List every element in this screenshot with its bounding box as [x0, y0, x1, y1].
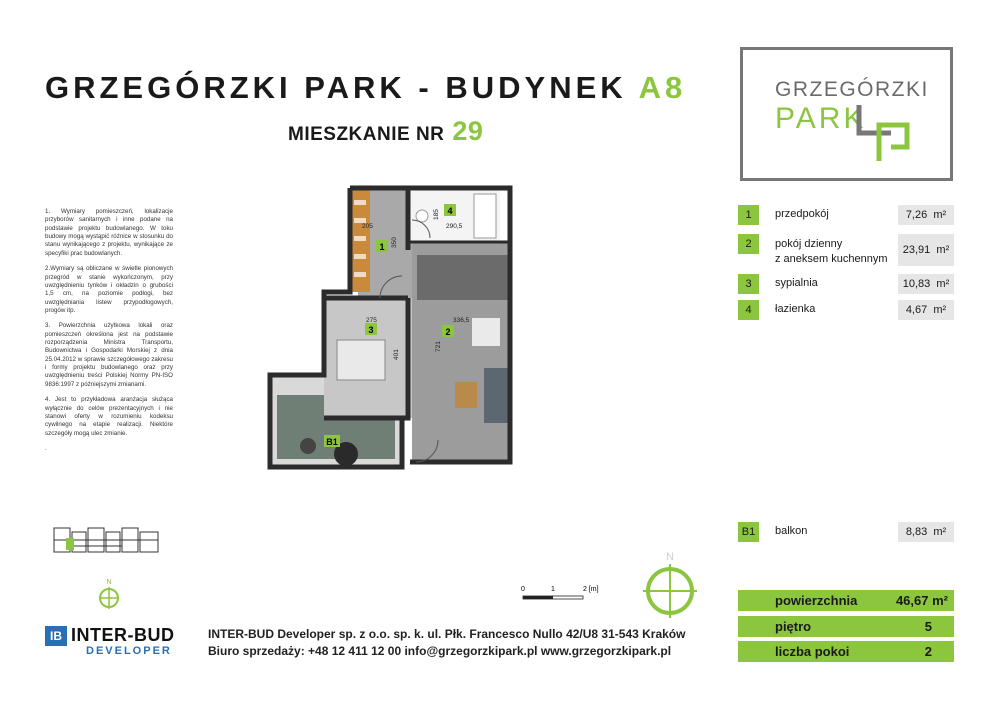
developer-sub: DEVELOPER	[86, 645, 172, 657]
logo-line2: PARK	[775, 102, 867, 135]
room-row-3	[738, 274, 954, 294]
room-no: 2	[738, 234, 759, 254]
summary-rooms	[738, 641, 954, 662]
floor-value: 5	[924, 619, 932, 634]
logo-mark-icon	[855, 103, 915, 165]
area-value: 46,67 m²	[895, 593, 948, 608]
footer-address: INTER-BUD Developer sp. z o.o. sp. k. ul. Płk. Francesco Nullo 42/U8 31-543 Kraków	[208, 627, 686, 641]
apartment-label: MIESZKANIE NR	[288, 124, 445, 145]
room-name: łazienka	[775, 303, 816, 315]
room-tag-4: 4	[447, 206, 453, 216]
developer-name: INTER-BUD	[71, 625, 175, 645]
room-tag-1: 1	[379, 242, 385, 252]
summary-area	[738, 590, 954, 611]
room-row-1	[738, 205, 954, 225]
area-label: powierzchnia	[775, 593, 858, 608]
page-title	[45, 70, 686, 106]
note-2: 2.Wymiary są obliczane w świetle pionowych przegród w stanie wykończonym, przy uwzględnieniu tynków i okładzin o grubości 1,5 cm, na poziomie podłogi, bez uwzględniania listew przypodłogowych, progów itp.	[45, 265, 173, 314]
room-no: 3	[738, 274, 759, 294]
floor-plan	[262, 180, 524, 475]
room-name: przedpokój	[775, 208, 829, 220]
dim-185: 185	[433, 209, 440, 220]
logo-line1: GRZEGÓRZKI	[775, 78, 929, 101]
room-area: 23,91 m²	[898, 234, 954, 266]
title-text: GRZEGÓRZKI PARK - BUDYNEK	[45, 70, 627, 105]
room-area: 4,67 m²	[898, 300, 954, 320]
note-3: 3. Powierzchnia użytkowa lokali oraz pomieszczeń określona jest na podstawie rozporządzenia Ministra Transportu, Budownictwa i Gospodarki Morskiej z dnia 25.04.2012 w sprawie szczegółowego zakresu i formy projektu budowlanego oraz przy uwzględnieniu treści Polskiej Normy PN-ISO 9836:1997 z późniejszymi zmianami.	[45, 322, 173, 388]
dim-350: 350	[391, 237, 398, 248]
summary-floor	[738, 616, 954, 637]
dim-401: 401	[393, 349, 400, 360]
room-no: 1	[738, 205, 759, 225]
dim-205: 205	[362, 223, 373, 230]
room-name: pokój dzienny z aneksem kuchennym	[775, 238, 888, 265]
key-plan	[52, 522, 162, 558]
dining-table	[472, 318, 500, 346]
room-tag-2: 2	[445, 327, 451, 337]
dim-275: 275	[366, 317, 377, 324]
room-area: 7,26 m²	[898, 205, 954, 225]
bathtub	[474, 194, 496, 238]
balcony-row	[738, 522, 954, 542]
balcony-area: 8,83 m²	[898, 522, 954, 542]
compass-icon	[640, 548, 700, 620]
scale-2: 2 [m]	[583, 586, 599, 593]
scale-bar	[520, 582, 610, 608]
apartment-heading	[288, 116, 483, 147]
svg-text:N: N	[106, 579, 112, 586]
developer-logo-mark: IB	[45, 626, 67, 646]
rooms-value: 2	[924, 644, 932, 659]
note-4: 4. Jest to przykładowa aranżacja służąca wyłącznie do celów prezentacyjnych i nie stanowi oferty w rozumieniu kodeksu cywilnego na etapie realizacji. Niektóre szczegóły mogą ulec zmianie.	[45, 396, 173, 437]
dim-721: 721	[435, 341, 442, 352]
dim-336-5: 336,5	[453, 317, 470, 324]
room-tag-3: 3	[368, 325, 374, 335]
note-1: 1. Wymiary pomieszczeń, lokalizacje przyborów sanitarnych i inne podane na podstawie projektu budowlanego. W toku budowy mogą wystąpić różnice w stosunku do stanu wynikającego z projektu, wynikające ze specyfiki prac budowlanych.	[45, 208, 173, 257]
apartment-number: 29	[452, 116, 484, 146]
room-area: 10,83 m²	[898, 274, 954, 294]
sofa	[484, 368, 508, 423]
bed	[337, 340, 385, 380]
floor-label: piętro	[775, 619, 812, 634]
dim-290-5: 290,5	[446, 223, 463, 230]
toilet	[416, 210, 428, 222]
room-row-4	[738, 300, 954, 320]
note-5: .	[45, 444, 47, 452]
coffee-table	[455, 382, 477, 408]
scale-1: 1	[551, 586, 555, 593]
compass-small-icon	[96, 577, 122, 611]
balcony-name: balkon	[775, 525, 808, 537]
scale-0: 0	[521, 586, 525, 593]
balcony-no: B1	[738, 522, 759, 542]
svg-text:N: N	[666, 551, 674, 563]
room-row-2	[738, 234, 954, 266]
notes	[45, 208, 173, 460]
kitchen-counter	[417, 255, 512, 300]
room-name: sypialnia	[775, 277, 818, 289]
building-code: A8	[638, 70, 687, 105]
room-no: 4	[738, 300, 759, 320]
room-tag-b1: B1	[326, 437, 338, 447]
rooms-label: liczba pokoi	[775, 644, 850, 659]
footer-contact: Biuro sprzedaży: +48 12 411 12 00 info@grzegorzkipark.pl www.grzegorzkipark.pl	[208, 644, 672, 658]
balcony-plant	[300, 438, 316, 454]
